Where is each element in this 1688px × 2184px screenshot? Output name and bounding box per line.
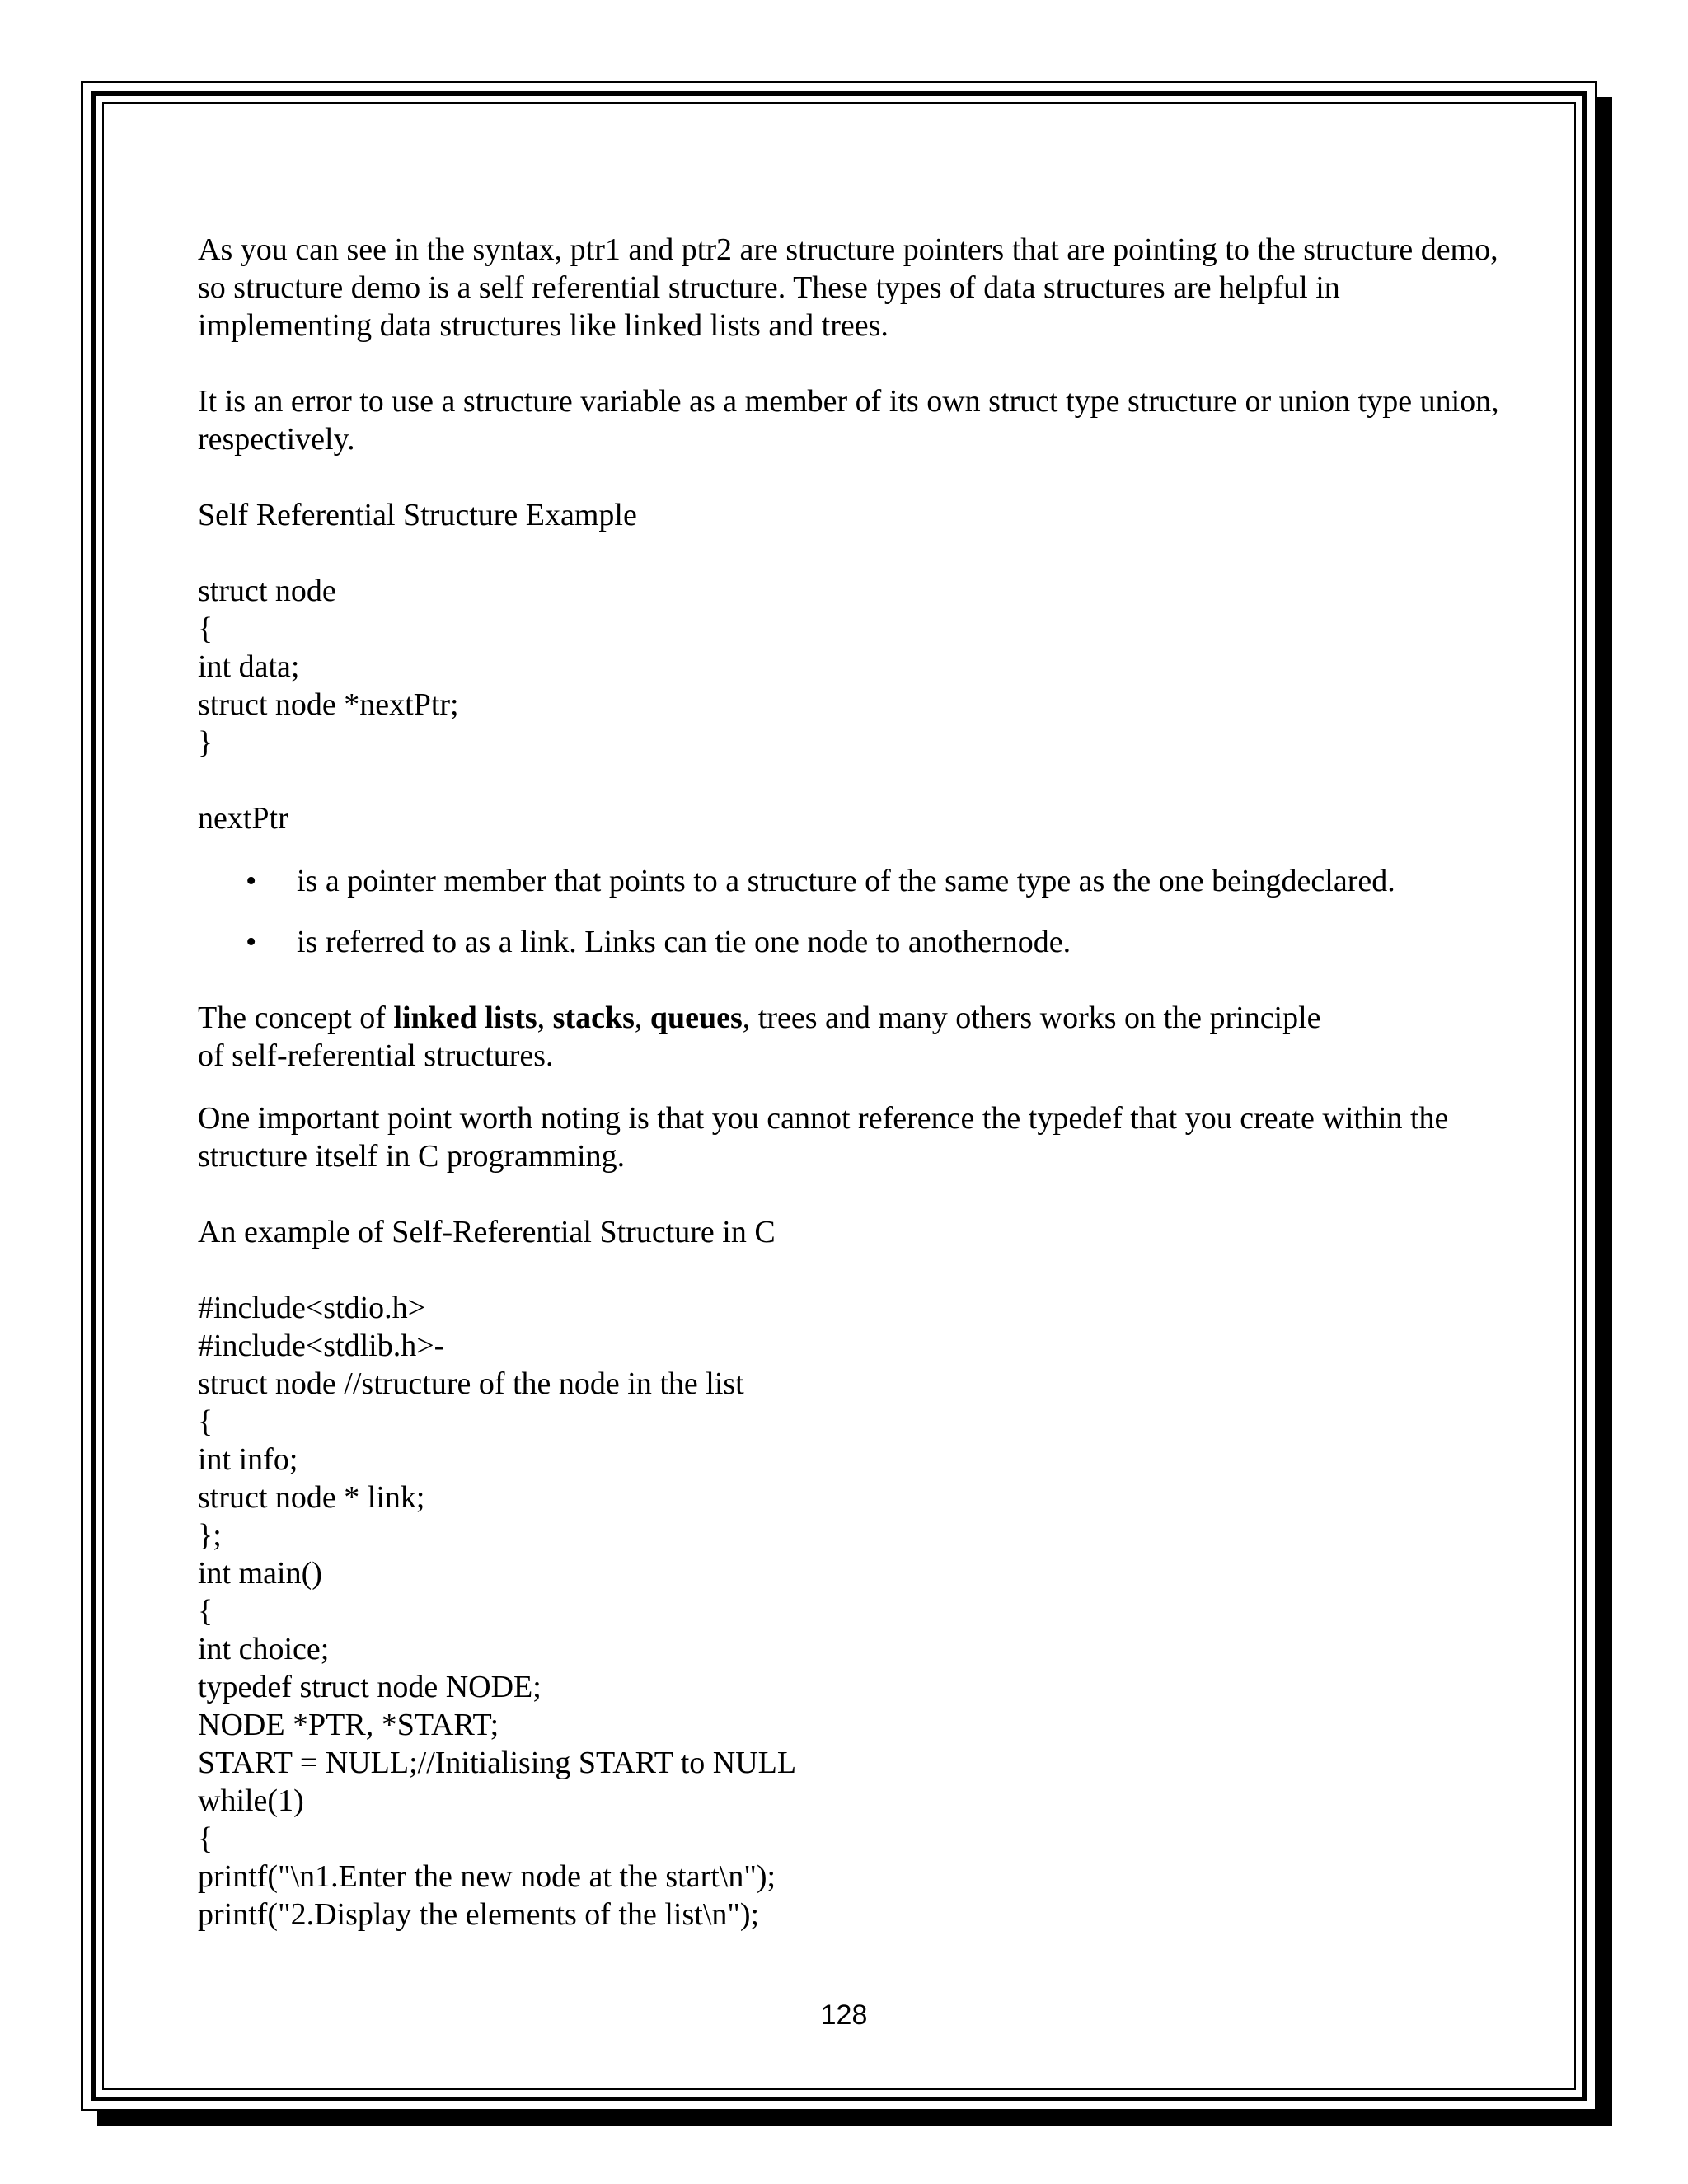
list-item-text: is referred to as a link. Links can tie one node to anothernode. bbox=[297, 925, 1071, 959]
concept-bold-linked-lists: linked lists bbox=[393, 1001, 537, 1035]
code-line: NODE *PTR, *START; bbox=[198, 1708, 499, 1742]
concept-bold-queues: queues bbox=[649, 1001, 743, 1035]
concept-separator: , bbox=[537, 1001, 553, 1035]
concept-text: of self-referential structures. bbox=[198, 1038, 554, 1073]
list-item bbox=[246, 923, 1500, 961]
code-line: START = NULL;//Initialising START to NULL bbox=[198, 1746, 797, 1780]
code-line: printf("\n1.Enter the new node at the start\n"); bbox=[198, 1859, 776, 1894]
code-line: { bbox=[198, 1821, 213, 1856]
concept-text: The concept of bbox=[198, 1001, 394, 1035]
code-line: struct node *nextPtr; bbox=[198, 687, 459, 722]
nextptr-label: nextPtr bbox=[198, 801, 288, 836]
code-line: int info; bbox=[198, 1442, 298, 1477]
paragraph-error-note: It is an error to use a structure variable as a member of its own struct type structure or union type union, respectively. bbox=[198, 384, 1499, 457]
concept-text: , trees and many others works on the principle bbox=[742, 1001, 1321, 1035]
code-line: while(1) bbox=[198, 1783, 304, 1818]
code-line: int main() bbox=[198, 1556, 322, 1591]
code-line: int choice; bbox=[198, 1632, 330, 1666]
code-line: int data; bbox=[198, 649, 300, 684]
paragraph-typedef-note: One important point worth noting is that you cannot reference the typedef that you create within the structure itself in C programming. bbox=[198, 1101, 1449, 1174]
code-line: } bbox=[198, 725, 213, 760]
list-item bbox=[246, 862, 1500, 900]
heading-example: Self Referential Structure Example bbox=[198, 498, 637, 532]
code-line: typedef struct node NODE; bbox=[198, 1670, 542, 1704]
code-line: #include<stdlib.h>- bbox=[198, 1329, 445, 1363]
code-line: struct node * link; bbox=[198, 1480, 425, 1515]
code-line: struct node bbox=[198, 574, 336, 608]
paragraph-concept bbox=[198, 999, 1500, 1075]
code-line: #include<stdio.h> bbox=[198, 1291, 426, 1325]
code-line: }; bbox=[198, 1518, 222, 1553]
code-block-struct-node bbox=[198, 572, 1500, 762]
bullet-list bbox=[198, 862, 1500, 961]
page-content bbox=[198, 231, 1500, 1971]
bullet-icon: • bbox=[246, 864, 257, 898]
code-line: struct node //structure of the node in the list bbox=[198, 1366, 744, 1401]
code-line: printf("2.Display the elements of the list\n"); bbox=[198, 1897, 760, 1932]
paragraph-intro: As you can see in the syntax, ptr1 and ptr2 are structure pointers that are pointing to the structure demo, so structure demo is a self referential structure. These types of data structures are helpful in implementing data structures like linked lists and trees. bbox=[198, 232, 1498, 343]
page-number: 128 bbox=[820, 1999, 868, 2031]
code-line: { bbox=[198, 1594, 213, 1629]
code-block-c-example bbox=[198, 1289, 1500, 1933]
code-line: { bbox=[198, 1404, 213, 1439]
concept-bold-stacks: stacks bbox=[552, 1001, 635, 1035]
list-item-text: is a pointer member that points to a structure of the same type as the one beingdeclared. bbox=[297, 864, 1395, 898]
bullet-icon: • bbox=[246, 925, 257, 959]
concept-separator: , bbox=[634, 1001, 650, 1035]
heading-c-example: An example of Self-Referential Structure in C bbox=[198, 1215, 776, 1249]
code-line: { bbox=[198, 612, 213, 646]
